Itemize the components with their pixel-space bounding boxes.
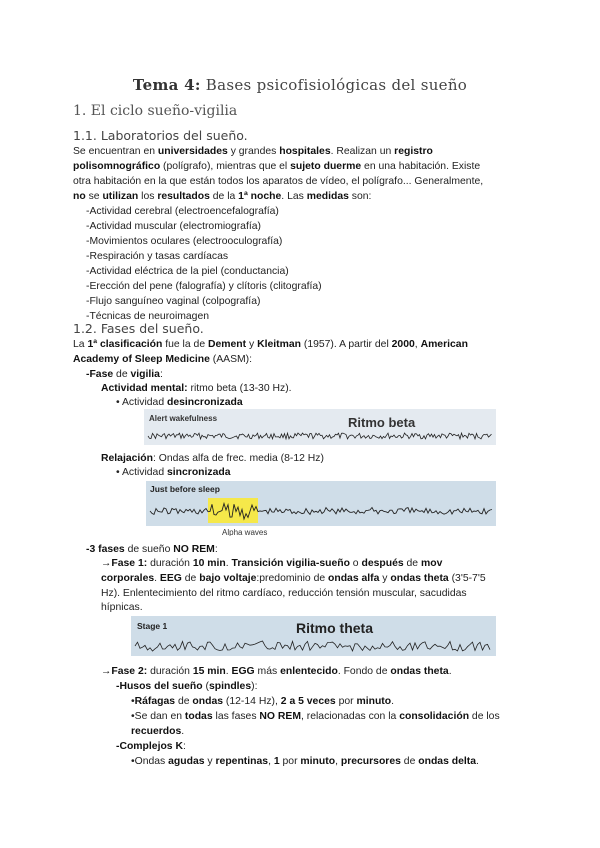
- bullet-item: •Ondas agudas y repentinas, 1 por minuto, precursores de ondas delta.: [131, 756, 479, 767]
- figure-tag: Alert wakefulness: [149, 414, 218, 423]
- paragraph-line: otra habitación en la que están todos los aparatos de vídeo, el polígrafo... Generalmente,: [73, 176, 484, 187]
- list-item: -Actividad eléctrica de la piel (conductancia): [86, 266, 289, 277]
- bullet-item: •Ráfagas de ondas (12-14 Hz), 2 a 5 veces por minuto.: [131, 696, 395, 707]
- bullet-item: • Actividad desincronizada: [116, 397, 243, 408]
- subsection-heading: 1.1. Laboratorios del sueño.: [73, 128, 248, 143]
- phase1-line: corporales. EEG de bajo voltaje:predominio de ondas alfa y ondas theta (3'5-7'5: [101, 573, 486, 584]
- list-item: -Flujo sanguíneo vaginal (colpografía): [86, 296, 261, 307]
- phase1-line: Hz). Enlentecimiento del ritmo cardíaco, reducción tensión muscular, sacudidas: [101, 588, 467, 599]
- paragraph-line: no se utilizan los resultados de la 1ª noche. Las medidas son:: [73, 191, 372, 202]
- theta-wave-figure: [131, 616, 496, 656]
- kcomplex-heading: -Complejos K:: [116, 741, 186, 752]
- list-item: -Respiración y tasas cardíacas: [86, 251, 229, 262]
- spindles-heading: -Husos del sueño (spindles):: [116, 681, 258, 692]
- list-item: -Técnicas de neuroimagen: [86, 311, 210, 322]
- beta-wave-figure: [144, 409, 496, 445]
- phase1-line: hípnicas.: [101, 602, 143, 613]
- paragraph-line: Se encuentran en universidades y grandes hospitales. Realizan un registro: [73, 146, 433, 157]
- phase1-line: →Fase 1: duración 10 min. Transición vigilia-sueño o después de mov: [101, 558, 443, 569]
- phase-heading: -3 fases de sueño NO REM:: [86, 544, 218, 555]
- list-item: -Movimientos oculares (electrooculografía): [86, 236, 283, 247]
- alpha-wave-figure: [146, 481, 496, 536]
- bullet-item-cont: recuerdos.: [131, 726, 185, 737]
- page-title: Tema 4: Bases psicofisiológicas del sueño: [132, 76, 468, 94]
- paragraph-line: Academy of Sleep Medicine (AASM):: [73, 354, 253, 365]
- figure-label: Ritmo theta: [296, 620, 373, 636]
- figure-tag: Stage 1: [137, 621, 168, 631]
- bullet-item: •Se dan en todas las fases NO REM, relacionadas con la consolidación de los: [131, 711, 500, 722]
- mental-activity: Actividad mental: ritmo beta (13-30 Hz).: [101, 383, 292, 394]
- paragraph-line: polisomnográfico (polígrafo), mientras que el sujeto duerme en una habitación. Existe: [73, 161, 481, 172]
- figure-label: Ritmo beta: [348, 415, 416, 430]
- bullet-item: • Actividad sincronizada: [116, 467, 231, 478]
- phase-heading: -Fase de vigilia:: [86, 369, 163, 380]
- section-heading: 1. El ciclo sueño-vigilia: [73, 103, 238, 119]
- figure-tag: Just before sleep: [150, 484, 220, 494]
- list-item: -Actividad cerebral (electroencefalografía): [86, 206, 279, 217]
- relaxation-text: Relajación: Ondas alfa de frec. media (8-12 Hz): [101, 453, 324, 464]
- list-item: -Erección del pene (falografía) y clítoris (clitografía): [86, 281, 322, 292]
- subsection-heading: 1.2. Fases del sueño.: [73, 321, 204, 336]
- list-item: -Actividad muscular (electromiografía): [86, 221, 261, 232]
- figure-caption: Alpha waves: [222, 528, 268, 536]
- paragraph-line: La 1ª clasificación fue la de Dement y Kleitman (1957). A partir del 2000, American: [73, 339, 468, 350]
- phase2-line: →Fase 2: duración 15 min. EGG más enlentecido. Fondo de ondas theta.: [101, 666, 452, 677]
